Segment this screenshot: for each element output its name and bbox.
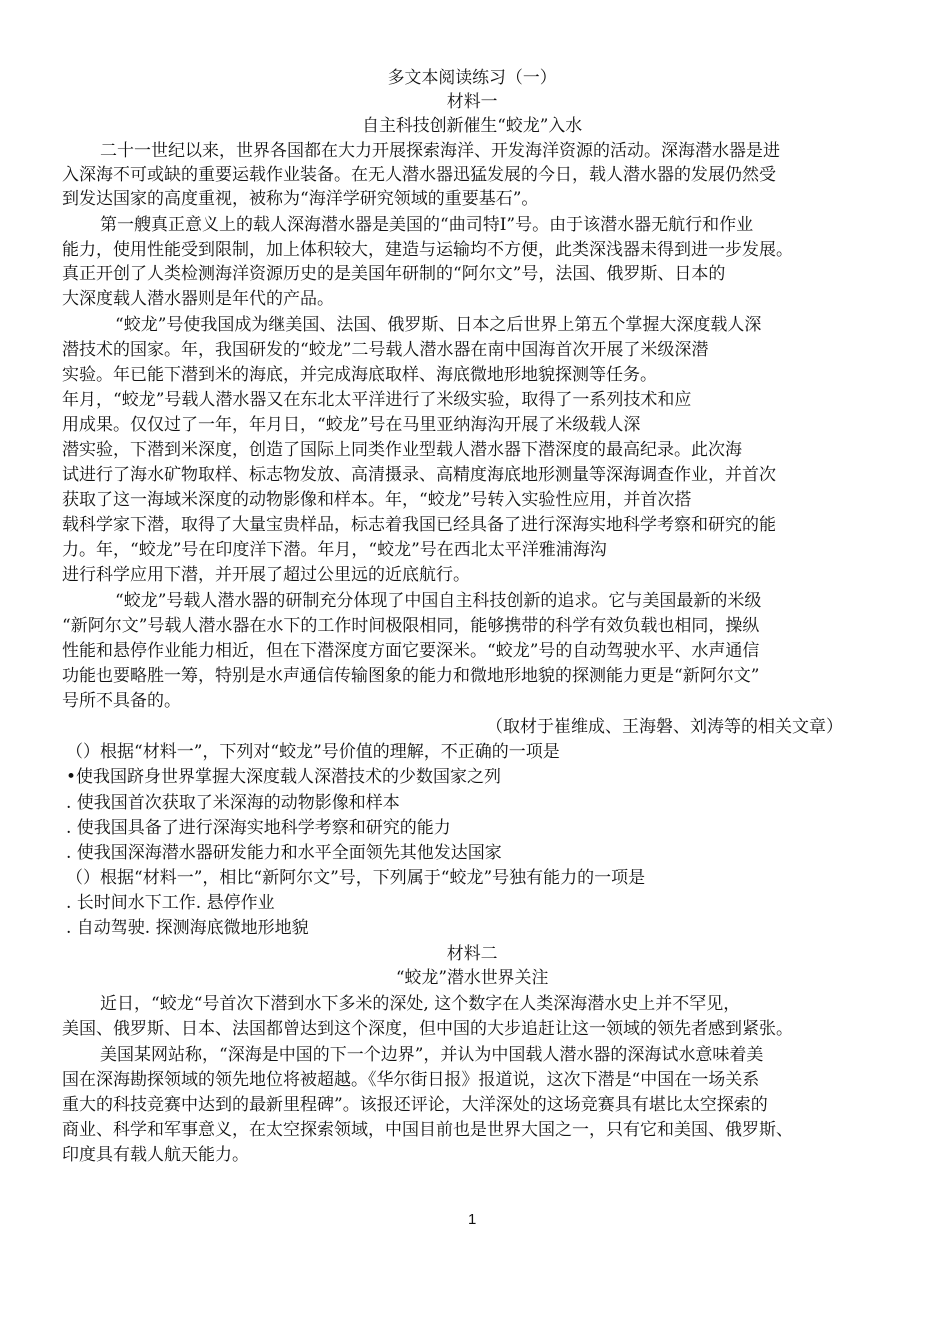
question-option: . 长时间水下工作. 悬停作业 <box>66 893 275 913</box>
page-number: 1 <box>468 1211 477 1228</box>
paragraph-line: 美国、俄罗斯、日本、法国都曾达到这个深度，但中国的大步追赶让这一领域的领先者感到紧张。 <box>62 1019 793 1039</box>
question-option: . 自动驾驶. 探测海底微地形地貌 <box>66 918 309 938</box>
paragraph-line: 国在深海勘探领域的领先地位将被超越。《华尔街日报》报道说，这次下潜是“中国在一场关系 <box>62 1070 760 1090</box>
paragraph-line: 入深海不可或缺的重要运载作业装备。在无人潜水器迅猛发展的今日，载人潜水器的发展仍然受 <box>62 165 776 185</box>
paragraph-line: 用成果。仅仅过了一年，年月日，“蛟龙”号在马里亚纳海沟开展了米级载人深 <box>62 415 641 435</box>
paragraph-line: 性能和悬停作业能力相近，但在下潜深度方面它要深米。“蛟龙”号的自动驾驶水平、水声通信 <box>62 641 760 661</box>
paragraph-line: 潜实验，下潜到米深度，创造了国际上同类作业型载人潜水器下潜深度的最高纪录。此次海 <box>62 440 742 460</box>
paragraph-line: 重大的科技竞赛中达到的最新里程碑”。该报还评论，大洋深处的这场竞赛具有堪比太空探索的 <box>62 1095 768 1115</box>
paragraph-line: 第一艘真正意义上的载人深海潜水器是美国的“曲司特Ⅰ”号。由于该潜水器无航行和作业 <box>100 215 754 235</box>
paragraph-line: “蛟龙”号载人潜水器的研制充分体现了中国自主科技创新的追求。它与美国最新的米级 <box>115 591 762 611</box>
paragraph-line: 试进行了海水矿物取样、标志物发放、高清摄录、高精度海底地形测量等深海调查作业，并首次 <box>62 465 776 485</box>
material1-label: 材料一 <box>446 92 498 112</box>
paragraph-line: 近日，“蛟龙“号首次下潜到水下多米的深处, 这个数字在人类深海潜水史上并不罕见， <box>100 994 741 1014</box>
question-option: . 使我国首次获取了米深海的动物影像和样本 <box>66 793 400 813</box>
paragraph-line: 载科学家下潜，取得了大量宝贵样品，标志着我国已经具备了进行深海实地科学考察和研究的能 <box>62 515 776 535</box>
paragraph-line: 获取了这一海域米深度的动物影像和样本。年，“蛟龙”号转入实验性应用，并首次搭 <box>62 490 692 510</box>
paragraph-line: 能力，使用性能受到限制，加上体积较大，建造与运输均不方便，此类深浅器未得到进一步发展。 <box>62 240 793 260</box>
question-option: •使我国跻身世界掌握大深度载人深潜技术的少数国家之列 <box>66 767 502 787</box>
material1-title: 自主科技创新催生“蛟龙”入水 <box>362 116 583 136</box>
paragraph-line: 功能也要略胜一筹，特别是水声通信传输图象的能力和微地形地貌的探测能力更是“新阿尔文” <box>62 666 760 686</box>
paragraph-line: 到发达国家的高度重视，被称为“海洋学研究领域的重要基石”。 <box>62 189 539 209</box>
paragraph-line: 进行科学应用下潜，并开展了超过公里远的近底航行。 <box>62 565 470 585</box>
paragraph-line: 真正开创了人类检测海洋资源历史的是美国年研制的“阿尔文”号，法国、俄罗斯、日本的 <box>62 264 726 284</box>
paragraph-line: 实验。年已能下潜到米的海底，并完成海底取样、海底微地形地貌探测等任务。 <box>62 365 657 385</box>
document-title: 多文本阅读练习（一） <box>387 68 557 88</box>
paragraph-line: 号所不具备的。 <box>62 691 181 711</box>
paragraph-line: 年月，“蛟龙”号载人潜水器又在东北太平洋进行了米级实验，取得了一系列技术和应 <box>62 390 692 410</box>
paragraph-line: “蛟龙”号使我国成为继美国、法国、俄罗斯、日本之后世界上第五个掌握大深度载人深 <box>115 315 762 335</box>
question-stem: （）根据“材料一”，相比“新阿尔文”号，下列属于“蛟龙”号独有能力的一项是 <box>66 868 646 888</box>
paragraph-line: “新阿尔文”号载人潜水器在水下的工作时间极限相同，能够携带的科学有效负载也相同，操纵 <box>62 616 760 636</box>
question-stem: （）根据“材料一”，下列对“蛟龙”号价值的理解，不正确的一项是 <box>66 742 560 762</box>
paragraph-line: 商业、科学和军事意义，在太空探索领域，中国目前也是世界大国之一，只有它和美国、俄罗斯、 <box>62 1120 793 1140</box>
material2-title: “蛟龙”潜水世界关注 <box>395 968 549 988</box>
paragraph-line: 力。年，“蛟龙”号在印度洋下潜。年月，“蛟龙”号在西北太平洋雅浦海沟 <box>62 540 607 560</box>
paragraph-line: 潜技术的国家。年，我国研发的“蛟龙”二号载人潜水器在南中国海首次开展了米级深潜 <box>62 340 709 360</box>
paragraph-line: 二十一世纪以来，世界各国都在大力开展探索海洋、开发海洋资源的活动。深海潜水器是进 <box>100 141 780 161</box>
question-option: . 使我国深海潜水器研发能力和水平全面领先其他发达国家 <box>66 843 502 863</box>
paragraph-line: 印度具有载人航天能力。 <box>62 1145 249 1165</box>
question-option: . 使我国具备了进行深海实地科学考察和研究的能力 <box>66 818 451 838</box>
source-citation: （取材于崔维成、王海磐、刘涛等的相关文章） <box>486 717 843 737</box>
paragraph-line: 大深度载人潜水器则是年代的产品。 <box>62 289 334 309</box>
paragraph-line: 美国某网站称，“深海是中国的下一个边界”，并认为中国载人潜水器的深海试水意味着美 <box>100 1045 764 1065</box>
material2-label: 材料二 <box>446 944 498 964</box>
